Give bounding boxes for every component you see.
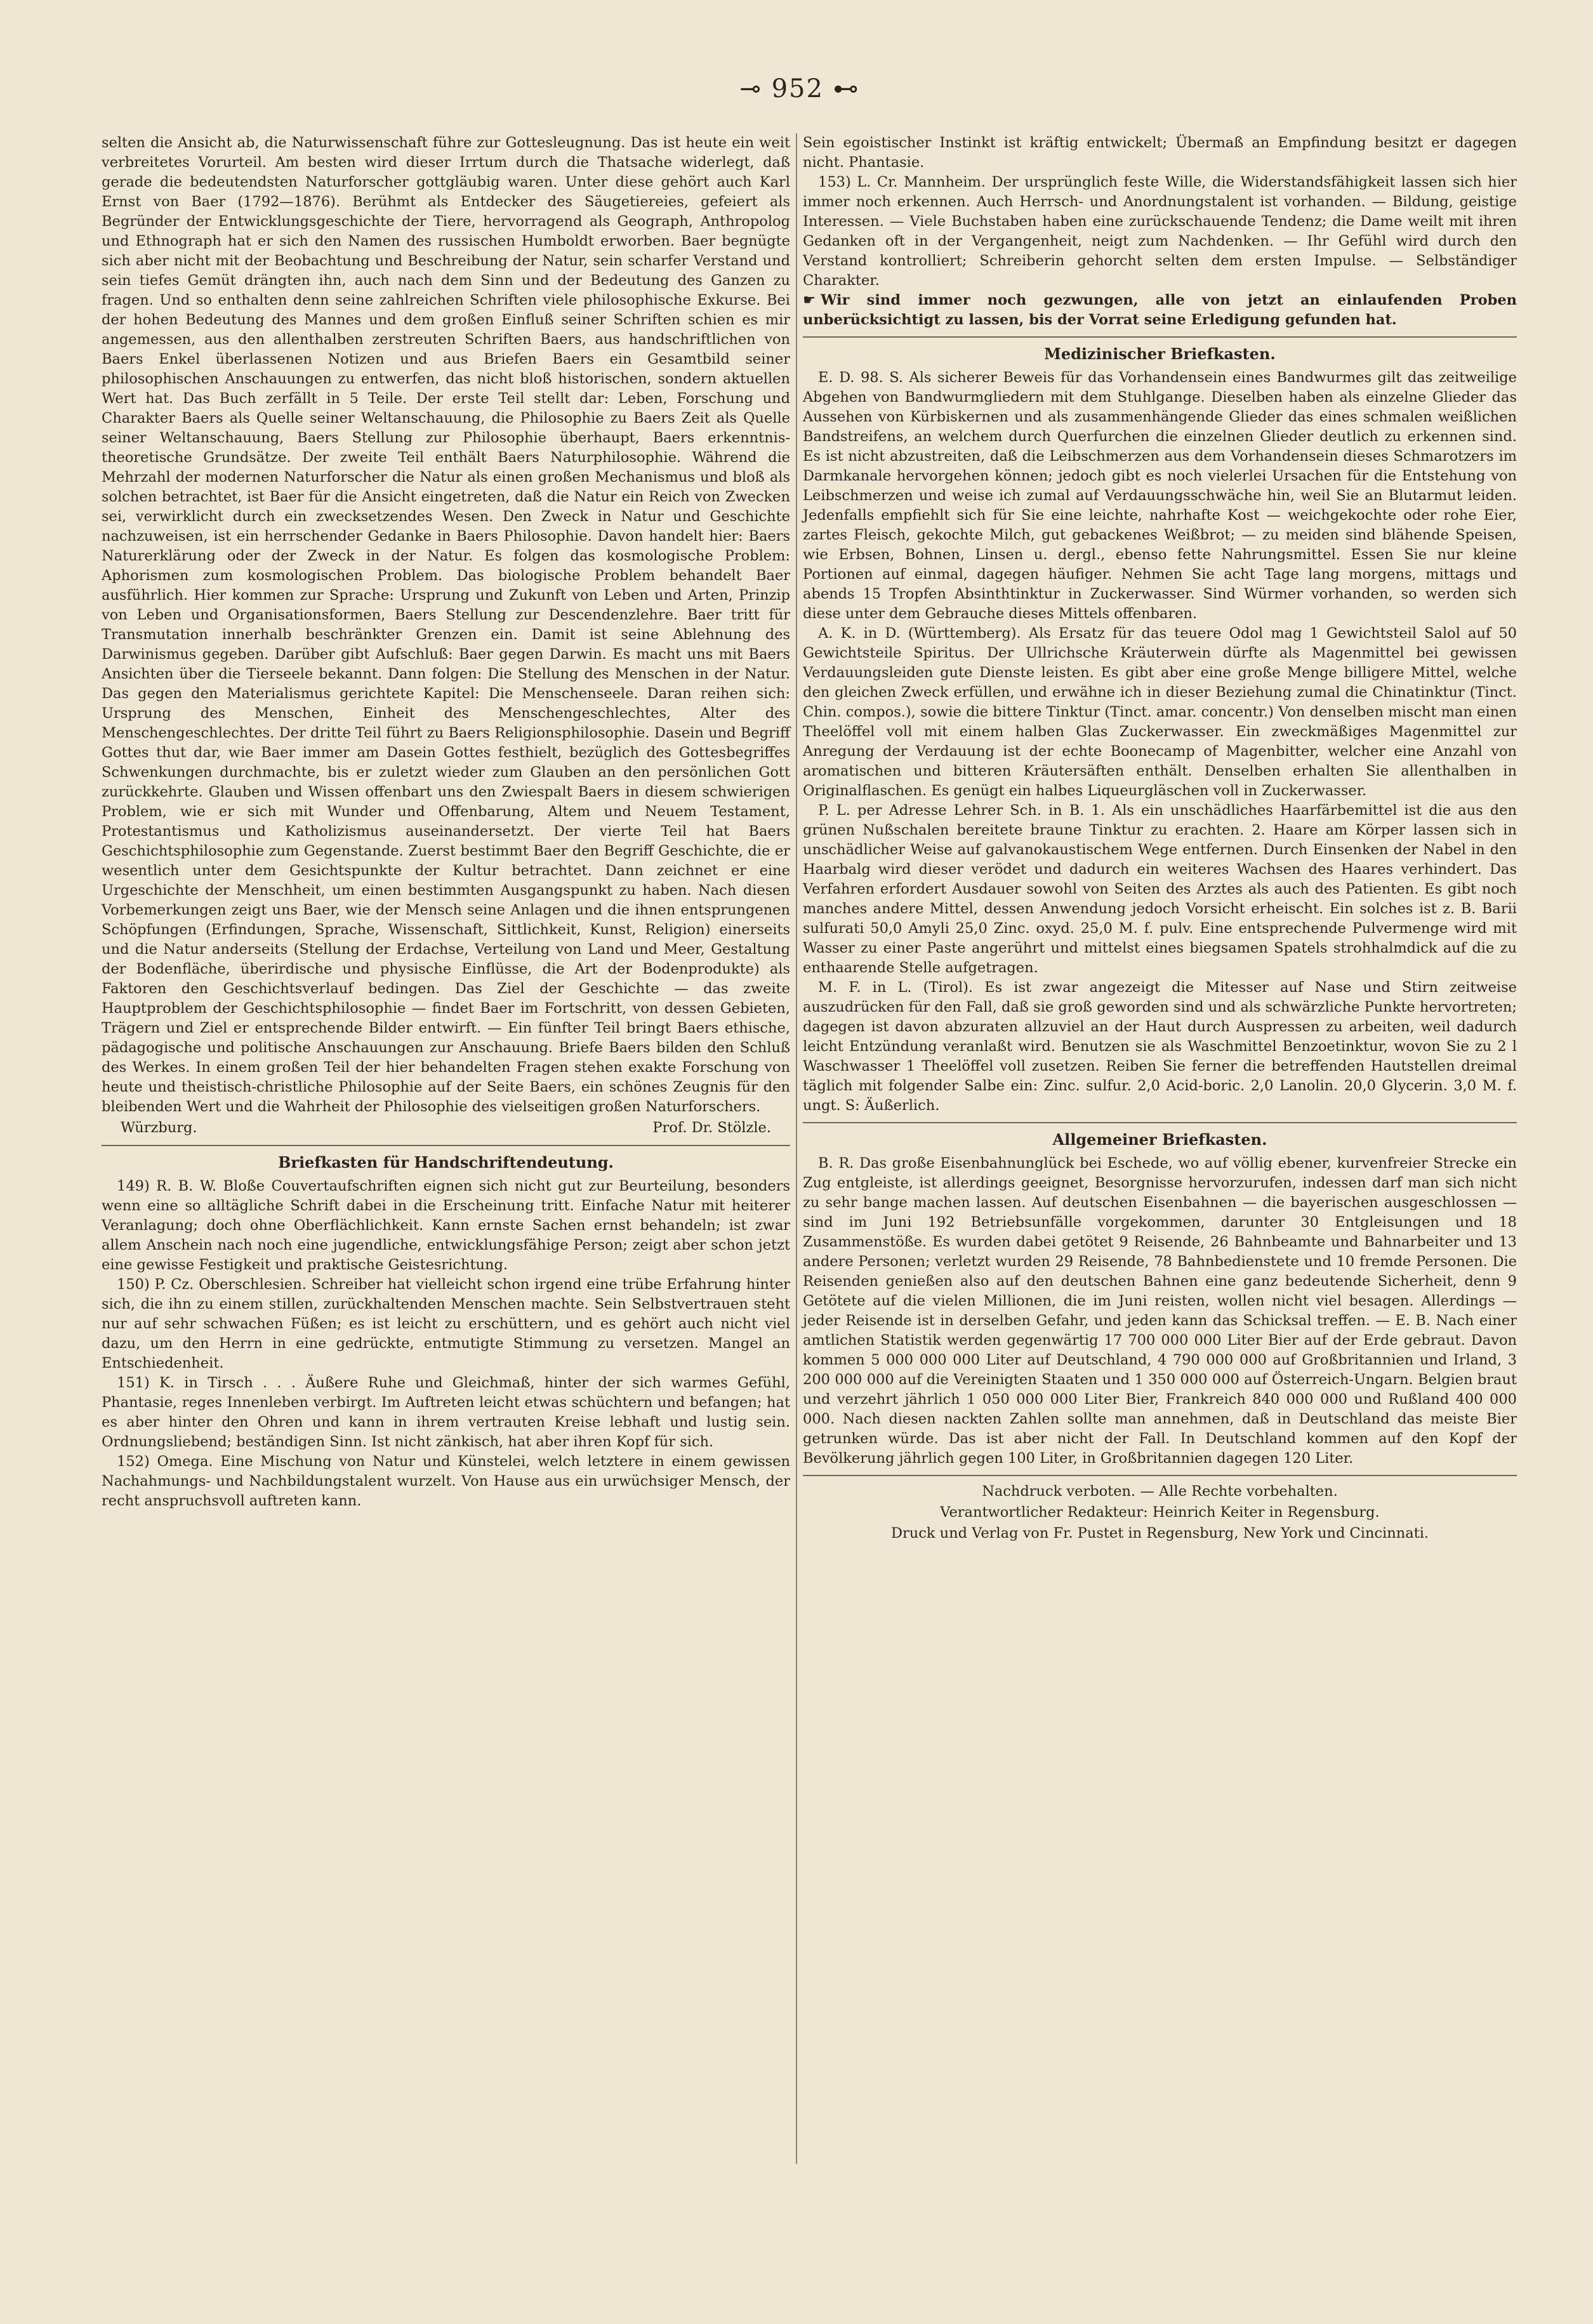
- signature-place: Würzburg.: [121, 1119, 197, 1136]
- ornament-left: ⊸: [739, 74, 762, 103]
- footer-editor: Verantwortlicher Redakteur: Heinrich Keiter in Regensburg.: [940, 1504, 1380, 1521]
- pointing-hand-icon: ☛: [803, 292, 816, 308]
- general-entry: B. R. Das große Eisenbahnunglück bei Eschede, wo auf völlig ebener, kurvenfreier Strecke ein Zug entgleiste, ist allerdings geeignet, Besorgnisse hervorzurufen, indessen darf man sich nicht zu sehr bange machen lassen. Auf deutschen Eisenbahnen — die bayerischen ausgeschlossen — sind im Juni 192 Betriebsunfälle vorgekommen, darunter 30 Entgleisungen und 18 Zusammenstöße. Es wurden dabei getötet 9 Reisende, 26 Bahnbeamte und Bahnarbeiter und 13 andere Personen; verletzt wurden 29 Reisende, 78 Bahnbedienstete und 10 fremde Personen. Die Reisenden genießen also auf den deutschen Bahnen eine ganz bedeutende Sicherheit, denn 9 Getötete auf die vielen Millionen, die im Juni reisten, wollen nicht viel besagen. Allerdings — jeder Reisende ist in derselben Gefahr, und jeden kann das Schicksal treffen. — E. B. Nach einer amtlichen Statistik werden gegenwärtig 17 700 000 000 Liter Bier auf der Erde gebraut. Davon kommen 5 000 000 000 Liter auf Deutschland, 4 790 000 000 auf Großbritannien und Irland, 3 200 000 000 auf die Vereinigten Staaten und 1 350 000 000 auf Österreich-Ungarn. Belgien braut und verzehrt jährlich 1 050 000 000 Liter Bier, Frankreich 840 000 000 und Rußland 400 000 000. Nach diesen nackten Zahlen sollte man annehmen, daß in Deutschland das meiste Bier getrunken würde. Das ist aber nicht der Fall. In Deutschland kommen auf den Kopf der Bevölkerung jährlich gegen 100 Liter, in Großbritannien dagegen 120 Liter.: [803, 1155, 1517, 1467]
- left-column: [102, 133, 790, 1511]
- medical-entry: M. F. in L. (Tirol). Es ist zwar angezeigt die Mitesser auf Nase und Stirn zeitweise auszudrücken für den Fall, daß sie groß geworden sind und als schwärzliche Punkte hervortreten; dagegen ist davon abzuraten allzuviel an der Haut durch Auspressen zu arbeiten, weil dadurch leicht Entzündung veranlaßt wird. Benutzen sie als Waschmittel Benzoetinktur, wovon Sie zu 2 l Waschwasser 1 Theelöffel voll zusetzen. Reiben Sie ferner die betreffenden Hautstellen dreimal täglich mit folgender Salbe ein: Zinc. sulfur. 2,0 Acid-boric. 2,0 Lanolin. 20,0 Glycerin. 3,0 M. f. ungt. S: Äußerlich.: [803, 979, 1517, 1114]
- medical-section-heading: Medizinischer Briefkasten.: [1044, 345, 1276, 363]
- section-divider: [803, 336, 1517, 338]
- handwriting-entry: 149) R. B. W. Bloße Couvertaufschriften eignen sich nicht gut zur Beurteilung, besonders wenn eine so alltägliche Schrift dabei in die Erscheinung tritt. Einfache Natur mit heiterer Veranlagung; doch ohne Oberflächlichkeit. Kann ernste Sachen ernst behandeln; ist zwar allem Anschein nach noch eine jugendliche, entwicklungsfähige Person; zeigt aber schon jetzt eine gewisse Festigkeit und praktische Geistesrichtung.: [102, 1178, 790, 1273]
- notice-text: Wir sind immer noch gezwungen, alle von jetzt an einlaufenden Proben unberücksichtigt zu lassen, bis der Vorrat seine Erledigung gefunden hat.: [803, 292, 1517, 328]
- notice-paragraph: [803, 291, 1517, 330]
- footer-publisher: Druck und Verlag von Fr. Pustet in Regensburg, New York und Cincinnati.: [890, 1525, 1429, 1542]
- right-column: [803, 133, 1517, 1544]
- handwriting-entry: 153) L. Cr. Mannheim. Der ursprünglich feste Wille, die Widerstandsfähigkeit lassen sich hier immer noch erkennen. Auch Herrsch- und Anordnungstalent ist vorhanden. — Bildung, geistige Interessen. — Viele Buchstaben haben eine zurückschauende Tendenz; die Dame weilt mit ihren Gedanken oft in der Vergangenheit, neigt zum Nachdenken. — Ihr Gefühl wird durch den Verstand kontrolliert; Schreiberin gehorcht selten dem ersten Impulse. — Selbständiger Charakter.: [803, 174, 1517, 289]
- section-divider: [102, 1145, 790, 1146]
- handwriting-continuation: Sein egoistischer Instinkt ist kräftig entwickelt; Übermaß an Empfindung besitzt er dagegen nicht. Phantasie.: [803, 135, 1517, 171]
- medical-entry: A. K. in D. (Württemberg). Als Ersatz für das teuere Odol mag 1 Gewichtsteil Salol auf 50 Gewichtsteile Spiritus. Der Ullrichsche Kräuterwein dürfte als Magenmittel bei gewissen Verdauungsleiden gute Dienste leisten. Es gibt aber eine große Menge billigere Mittel, welche den gleichen Zweck erfüllen, und erwähne ich in dieser Beziehung zumal die Chinatinktur (Tinct. Chin. compos.), sowie die bittere Tinktur (Tinct. amar. concentr.) Von denselben mischt man einen Theelöffel voll mit einem halben Glas Zuckerwasser. Ein zweckmäßiges Magenmittel zur Anregung der Verdauung ist der echte Boonecamp of Magenbitter, welcher eine Anzahl von aromatischen und bitteren Kräutersäften enthält. Denselben erhalten Sie allenthalben in Originalflaschen. Es genügt ein halbes Liqueurgläschen voll in Zuckerwasser.: [803, 625, 1517, 799]
- book-review-paragraph: selten die Ansicht ab, die Naturwissenschaft führe zur Gottesleugnung. Das ist heute ein weit verbreitetes Vorurteil. Am besten wird dieser Irrtum durch die Thatsache widerlegt, daß gerade die bedeutendsten Naturforscher gottgläubig waren. Unter diese gehört auch Karl Ernst von Baer (1792—1876). Berühmt als Entdecker des Säugetiereies, gefeiert als Begründer der Entwicklungsgeschichte der Tiere, hervorragend als Geograph, Anthropolog und Ethnograph hat er sich den Namen des russischen Humboldt erworben. Baer begnügte sich aber nicht mit der Beobachtung und Beschreibung der Natur, sein scharfer Verstand und sein tiefes Gemüt drängten ihn, auch nach dem Sinn und der Bedeutung des Ganzen zu fragen. Und so enthalten denn seine zahlreichen Schriften viele philosophische Exkurse. Bei der hohen Bedeutung des Mannes und dem großen Einfluß seiner Schriften schien es mir angemessen, aus den allenthalben zerstreuten Schriften Baers, aus handschriftlichen von Baers Enkel überlassenen Notizen und aus Briefen Baers ein Gesamtbild seiner philosophischen Anschauungen zu entwerfen, das nicht bloß historischen, sondern aktuellen Wert hat. Das Buch zerfällt in 5 Teile. Der erste Teil stellt dar: Leben, Forschung und Charakter Baers als Quelle seiner Weltanschauung, die Philosophie zu Baers Zeit als Quelle seiner Weltanschauung, Baers Stellung zur Philosophie überhaupt, Baers erkenntnis-theoretische Grundsätze. Der zweite Teil enthält Baers Naturphilosophie. Während die Mehrzahl der modernen Naturforscher die Natur als einen großen Mechanismus und bloß als solchen betrachtet, ist Baer für die Ansicht eingetreten, daß die Natur ein Reich von Zwecken sei, verwirklicht durch ein zwecksetzendes Wesen. Den Zweck in Natur und Geschichte nachzuweisen, ist ein herrschender Gedanke in Baers Philosophie. Davon handelt hier: Baers Naturerklärung oder der Zweck in der Natur. Es folgen das kosmologische Problem: Aphorismen zum kosmologischen Problem. Das biologische Problem behandelt Baer ausführlich. Hier kommen zur Sprache: Ursprung und Zukunft von Leben und Arten, Prinzip von Leben und Organisationsformen, Baers Stellung zur Descendenzlehre. Baer tritt für Transmutation innerhalb beschränkter Grenzen ein. Damit ist seine Ablehnung des Darwinismus gegeben. Darüber gibt Aufschluß: Baer gegen Darwin. Es macht uns mit Baers Ansichten über die Tierseele bekannt. Dann folgen: Die Stellung des Menschen in der Natur. Das gegen den Materialismus gerichtete Kapitel: Die Menschenseele. Daran reihen sich: Ursprung des Menschen, Einheit des Menschengeschlechtes, Alter des Menschengeschlechtes. Der dritte Teil führt zu Baers Religionsphilosophie. Dasein und Begriff Gottes thut dar, wie Baer immer am Dasein Gottes festhielt, bezüglich des Gottesbegriffes Schwenkungen durchmachte, bis er zuletzt wieder zum Glauben an den persönlichen Gott zurückkehrte. Glauben und Wissen offenbart uns den Zwiespalt Baers in diesem schwierigen Problem, wie er sich mit Wunder und Offenbarung, Altem und Neuem Testament, Protestantismus und Katholizismus auseinandersetzt. Der vierte Teil hat Baers Geschichtsphilosophie zum Gegenstande. Zuerst bestimmt Baer den Begriff Geschichte, die er wesentlich unter dem Gesichtspunkte der Kultur betrachtet. Dann zeichnet er eine Urgeschichte der Menschheit, um einen bestimmten Ausgangspunkt zu haben. Nach diesen Vorbemerkungen zeigt uns Baer, wie der Mensch seine Anlagen und die ihnen entsprungenen Schöpfungen (Erfindungen, Sprache, Wissenschaft, Sittlichkeit, Kunst, Religion) einerseits und die Natur anderseits (Stellung der Erdachse, Verteilung von Land und Meer, Gestaltung der Bodenfläche, überirdische und physische Einflüsse, die Art der Bodenprodukte) als Faktoren den Geschichtsverlauf bedingen. Das Ziel der Geschichte — das zweite Hauptproblem der Geschichtsphilosophie — findet Baer im Fortschritt, von dessen Gebieten, Trägern und Ziel er entsprechende Bilder entwirft. — Ein fünfter Teil bringt Baers ethische, pädagogische und politische Anschauungen zur Anschauung. Briefe Baers bilden den Schluß des Werkes. In einem großen Teil der hier behandelten Fragen stehen exakte Forschung von heute und theistisch-christliche Philosophie auf der Seite Baers, ein schönes Zeugnis für den bleibenden Wert und die Wahrheit der Philosophie des vielseitigen großen Naturforschers.: [102, 135, 790, 1115]
- column-divider: [796, 133, 797, 2164]
- footer-divider: [803, 1475, 1517, 1476]
- ornament-right: ⊷: [833, 74, 860, 103]
- handwriting-entry: 150) P. Cz. Oberschlesien. Schreiber hat vielleicht schon irgend eine trübe Erfahrung hinter sich, die ihn zu einem stillen, zurückhaltenden Menschen machte. Sein Selbstvertrauen steht nur auf sehr schwachen Füßen; es ist leicht zu erschüttern, und es gehört auch nicht viel dazu, um den Herrn in eine gedrückte, entmutigte Stimmung zu versetzen. Mangel an Entschiedenheit.: [102, 1276, 790, 1371]
- footer-rights: Nachdruck verboten. — Alle Rechte vorbehalten.: [982, 1483, 1338, 1500]
- handwriting-section-heading: Briefkasten für Handschriftendeutung.: [278, 1153, 614, 1172]
- handwriting-entry: 151) K. in Tirsch . . . Äußere Ruhe und Gleichmaß, hinter der sich warmes Gefühl, Phantasie, reges Innenleben verbirgt. Im Auftreten leicht etwas schüchtern und befangen; hat es aber hinter den Ohren und kann in ihrem vertrauten Kreise lebhaft und lustig sein. Ordnungsliebend; beständigen Sinn. Ist nicht zänkisch, hat aber ihren Kopf für sich.: [102, 1375, 790, 1450]
- signature-author: Prof. Dr. Stölzle.: [652, 1119, 771, 1136]
- review-signature: [102, 1117, 790, 1139]
- medical-entry: E. D. 98. S. Als sicherer Beweis für das Vorhandensein eines Bandwurmes gilt das zeitweilige Abgehen von Bandwurmgliedern mit dem Stuhlgange. Dieselben haben als einzelne Glieder das Aussehen von Kürbiskernen und als zusammenhängende Glieder das eines schmalen weißlichen Bandstreifens, an welchem durch Querfurchen die einzelnen Glieder deutlich zu erkennen sind. Es ist nicht abzustreiten, daß die Leibschmerzen aus dem Vorhandensein dieses Schmarotzers im Darmkanale hervorgehen können; jedoch gibt es noch vielerlei Ursachen für die Entstehung von Leibschmerzen und weise ich zumal auf Verdauungsschwäche hin, weil Sie an Blutarmut leiden. Jedenfalls empfiehlt sich für Sie eine leichte, nahrhafte Kost — weichgekochte oder rohe Eier, zartes Fleisch, gekochte Milch, gut gebackenes Weißbrot; — zu meiden sind blähende Speisen, wie Erbsen, Bohnen, Linsen u. dergl., ebenso fette Nahrungsmittel. Essen Sie nur kleine Portionen auf einmal, dagegen häufiger. Nehmen Sie acht Tage lang morgens, mittags und abends 15 Tropfen Absinthtinktur in Zuckerwasser. Sind Würmer vorhanden, so werden sich diese unter dem Gebrauche dieses Mittels offenbaren.: [803, 369, 1517, 622]
- section-divider: [803, 1122, 1517, 1123]
- medical-entry: P. L. per Adresse Lehrer Sch. in B. 1. Als ein unschädliches Haarfärbemittel ist die aus den grünen Nußschalen bereitete braune Tinktur zu erachten. 2. Haare am Körper lassen sich in unschädlicher Weise auf galvanokaustischem Wege entfernen. Durch Einsenken der Nabel in den Haarbalg wird dieser verödet und dadurch ein weiteres Wachsen des Haares verhindert. Das Verfahren erfordert Ausdauer sowohl von Seiten des Arztes als auch des Patienten. Es gibt noch manches andere Mittel, dessen Anwendung jedoch Vorsicht erheischt. Ein solches ist z. B. Barii sulfurati 50,0 Amyli 25,0 Zinc. oxyd. 25,0 M. f. pulv. Eine entsprechende Pulvermenge wird mit Wasser zu einer Paste angerührt und mittelst eines biegsamen Spatels strohhalmdick auf die zu enthaarende Stelle aufgetragen.: [803, 802, 1517, 976]
- page-number: ⊸ 952 ⊷: [739, 74, 860, 103]
- general-section-heading: Allgemeiner Briefkasten.: [1052, 1130, 1267, 1149]
- handwriting-entry: 152) Omega. Eine Mischung von Natur und Künstelei, welch letztere in einem gewissen Nachahmungs- und Nachbildungstalent wurzelt. Von Hause aus ein urwüchsiger Mensch, der recht anspruchsvoll auftreten kann.: [102, 1453, 790, 1509]
